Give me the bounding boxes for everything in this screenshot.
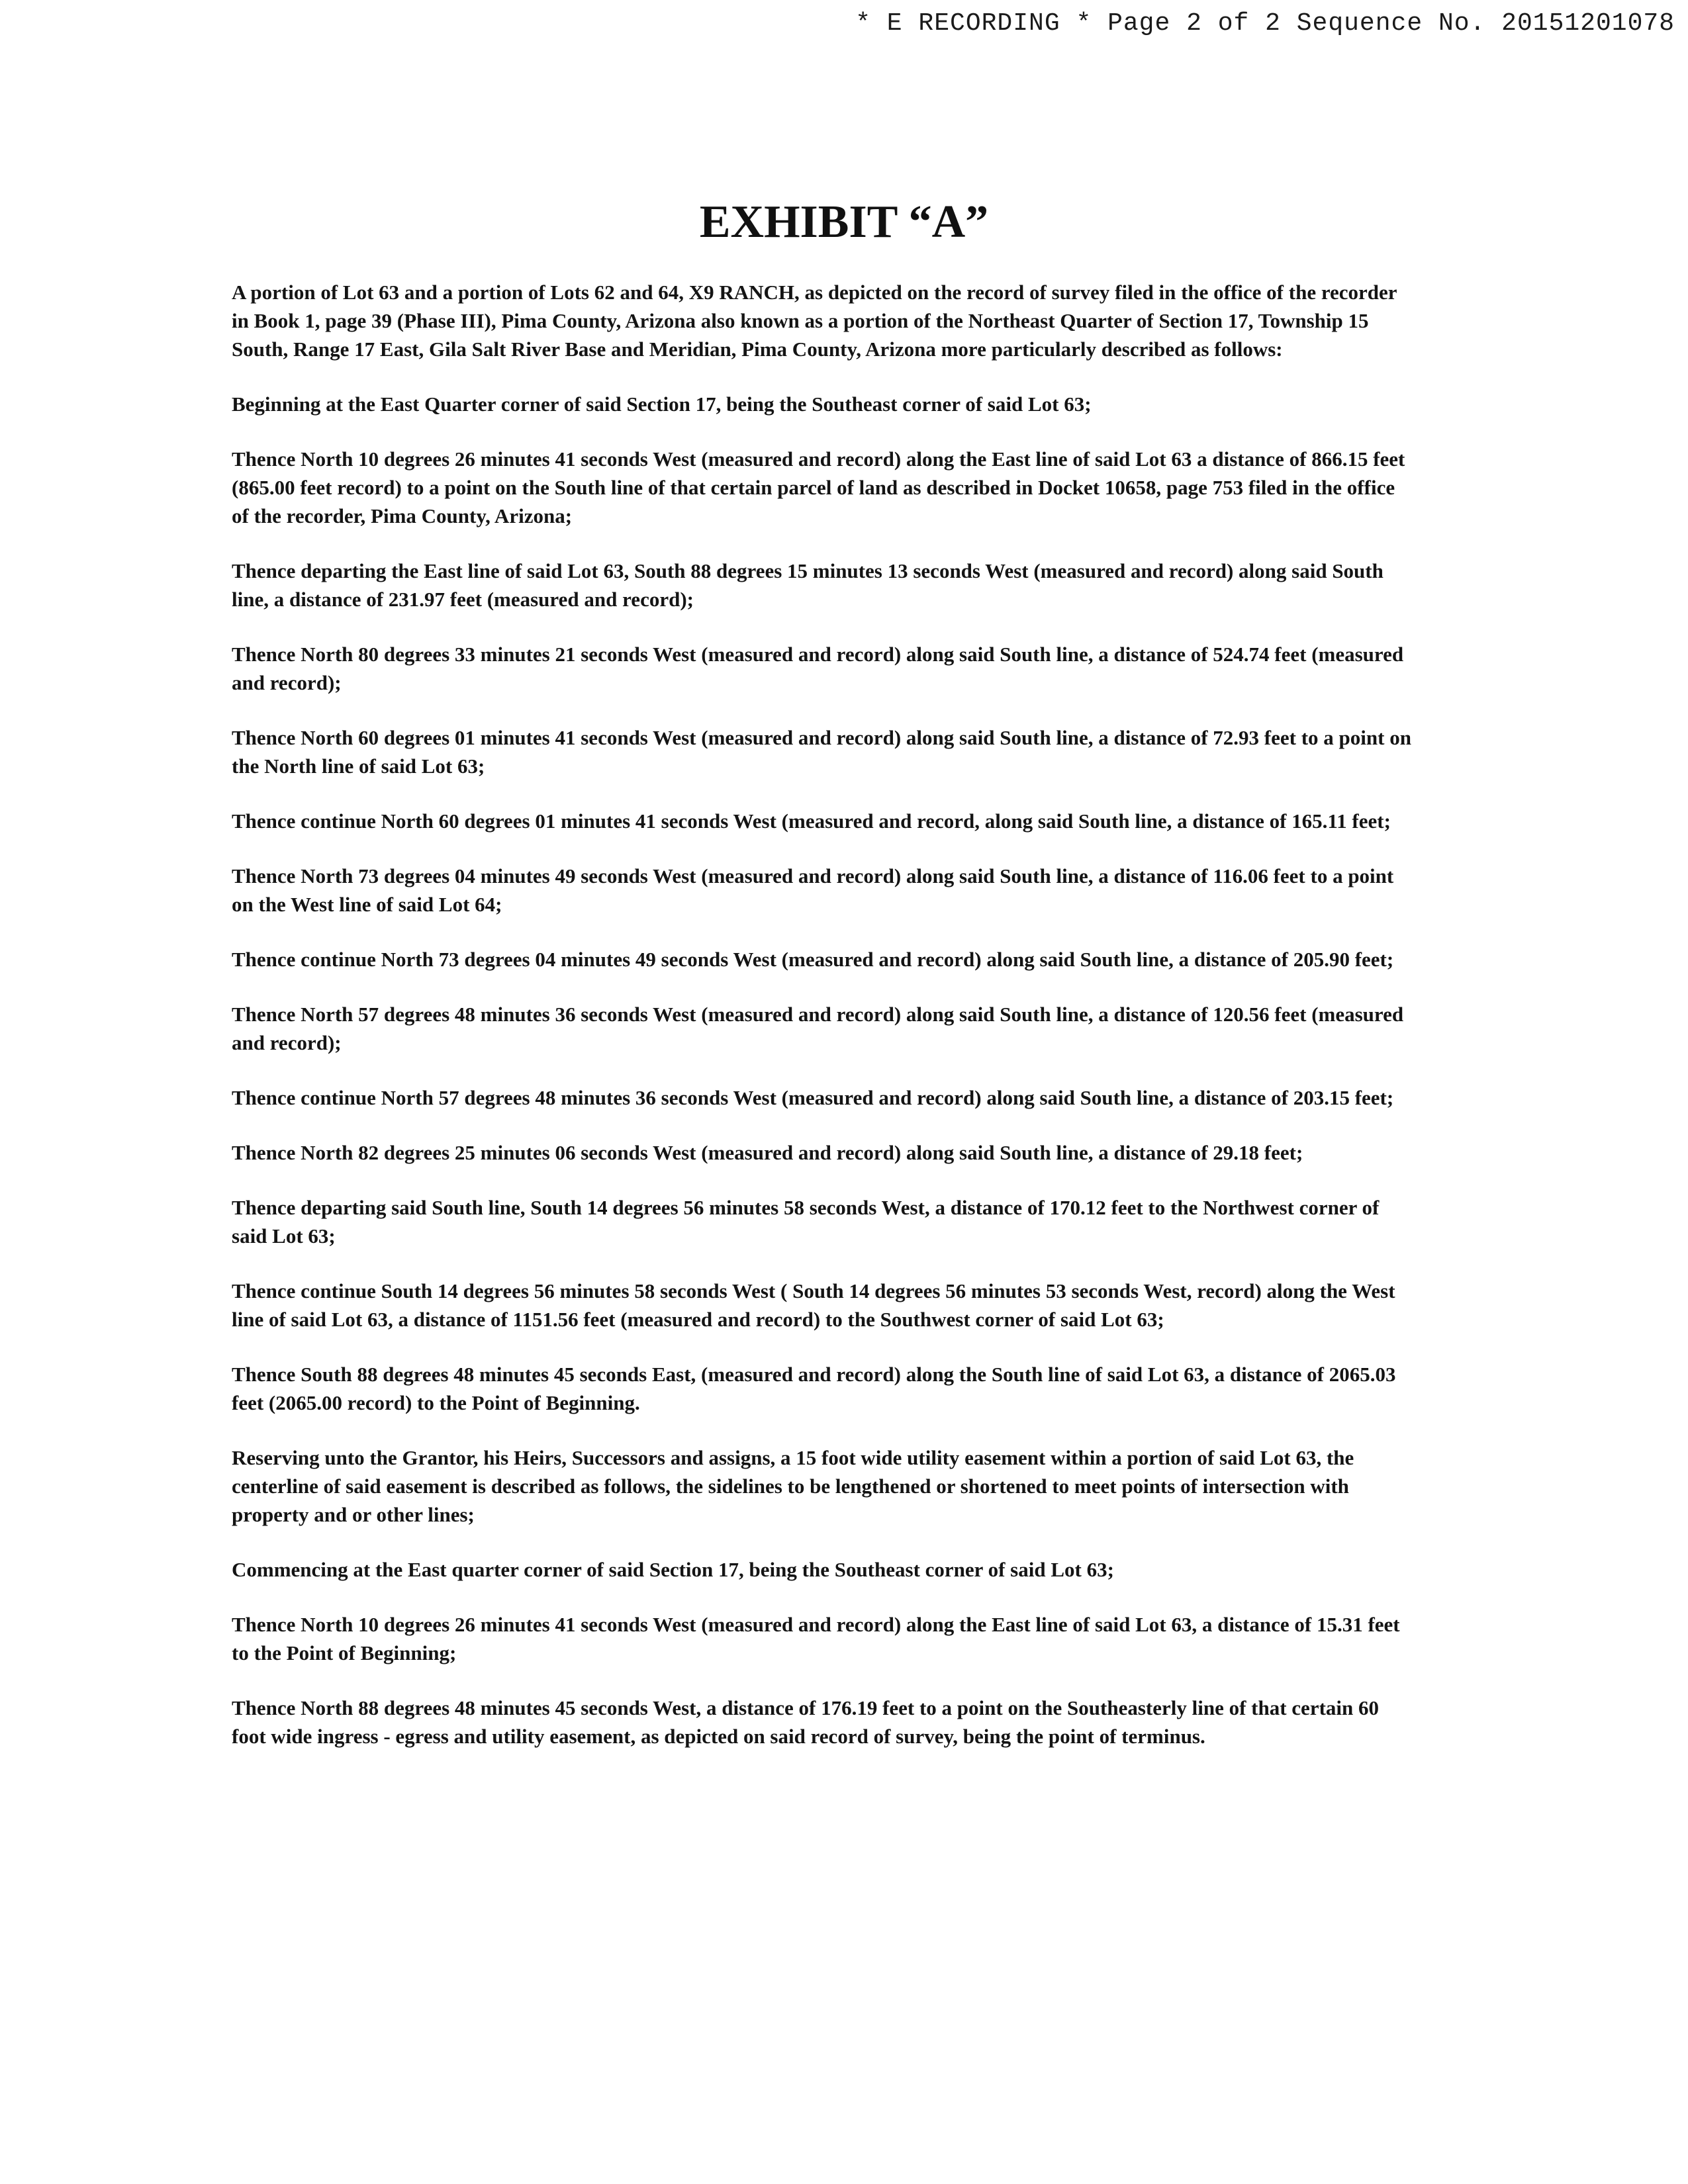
legal-description xyxy=(232,278,1417,1777)
paragraph-easement-reservation: Reserving unto the Grantor, his Heirs, Successors and assigns, a 15 foot wide utility easement within a portion of said Lot 63, the centerline of said easement is described as follows, the sidelines to be lengthened or shortened to meet points of intersection with property and or other lines; xyxy=(232,1446,1354,1526)
paragraph-commencing: Commencing at the East quarter corner of said Section 17, being the Southeast corner of said Lot 63; xyxy=(232,1558,1114,1581)
paragraph-course-4: Thence North 60 degrees 01 minutes 41 seconds West (measured and record) along said South line, a distance of 72.93 feet to a point on the North line of said Lot 63; xyxy=(232,726,1411,778)
document-title: EXHIBIT “A” xyxy=(699,197,989,248)
paragraph-course-6: Thence North 73 degrees 04 minutes 49 seconds West (measured and record) along said South line, a distance of 116.06 feet to a point on the West line of said Lot 64; xyxy=(232,864,1394,916)
paragraph-course-11: Thence departing said South line, South 14 degrees 56 minutes 58 seconds West, a distance of 170.12 feet to the Northwest corner of said Lot 63; xyxy=(232,1196,1380,1248)
recording-header: * E RECORDING * Page 2 of 2 Sequence No. 20151201078 xyxy=(855,9,1675,38)
paragraph-intro: A portion of Lot 63 and a portion of Lots 62 and 64, X9 RANCH, as depicted on the record of survey filed in the office of the recorder in Book 1, page 39 (Phase III), Pima County, Arizona also known as a portion of the Northeast Quarter of Section 17, Township 15 South, Range 17 East, Gila Salt River Base and Meridian, Pima County, Arizona more particularly described as follows: xyxy=(232,281,1397,361)
paragraph-easement-course-2: Thence North 88 degrees 48 minutes 45 seconds West, a distance of 176.19 feet to a point on the Southeasterly line of that certain 60 foot wide ingress - egress and utility easement, as depicted on said record of survey, being the point of terminus. xyxy=(232,1696,1380,1748)
paragraph-course-10: Thence North 82 degrees 25 minutes 06 seconds West (measured and record) along said South line, a distance of 29.18 feet; xyxy=(232,1141,1303,1164)
paragraph-course-8: Thence North 57 degrees 48 minutes 36 seconds West (measured and record) along said South line, a distance of 120.56 feet (measured and record); xyxy=(232,1003,1404,1054)
paragraph-beginning: Beginning at the East Quarter corner of said Section 17, being the Southeast corner of said Lot 63; xyxy=(232,392,1092,416)
paragraph-easement-course-1: Thence North 10 degrees 26 minutes 41 seconds West (measured and record) along the East line of said Lot 63, a distance of 15.31 feet to the Point of Beginning; xyxy=(232,1613,1400,1664)
paragraph-course-5: Thence continue North 60 degrees 01 minutes 41 seconds West (measured and record, along said South line, a distance of 165.11 feet; xyxy=(232,809,1391,833)
paragraph-course-7: Thence continue North 73 degrees 04 minutes 49 seconds West (measured and record) along said South line, a distance of 205.90 feet; xyxy=(232,948,1394,971)
paragraph-course-9: Thence continue North 57 degrees 48 minutes 36 seconds West (measured and record) along said South line, a distance of 203.15 feet; xyxy=(232,1086,1394,1109)
paragraph-course-1: Thence North 10 degrees 26 minutes 41 seconds West (measured and record) along the East line of said Lot 63 a distance of 866.15 feet (865.00 feet record) to a point on the South line of that certain parcel of land as described in Docket 10658, page 753 filed in the office of the recorder, Pima County, Arizona; xyxy=(232,447,1405,527)
paragraph-course-2: Thence departing the East line of said Lot 63, South 88 degrees 15 minutes 13 seconds West (measured and record) along said South line, a distance of 231.97 feet (measured and record); xyxy=(232,559,1383,611)
paragraph-course-12: Thence continue South 14 degrees 56 minutes 58 seconds West ( South 14 degrees 56 minutes 53 seconds West, record) along the West line of said Lot 63, a distance of 1151.56 feet (measured and record) to the Southwest corner of said Lot 63; xyxy=(232,1279,1395,1331)
paragraph-course-3: Thence North 80 degrees 33 minutes 21 seconds West (measured and record) along said South line, a distance of 524.74 feet (measured and record); xyxy=(232,643,1404,694)
paragraph-course-13: Thence South 88 degrees 48 minutes 45 seconds East, (measured and record) along the South line of said Lot 63, a distance of 2065.03 feet (2065.00 record) to the Point of Beginning. xyxy=(232,1363,1396,1414)
